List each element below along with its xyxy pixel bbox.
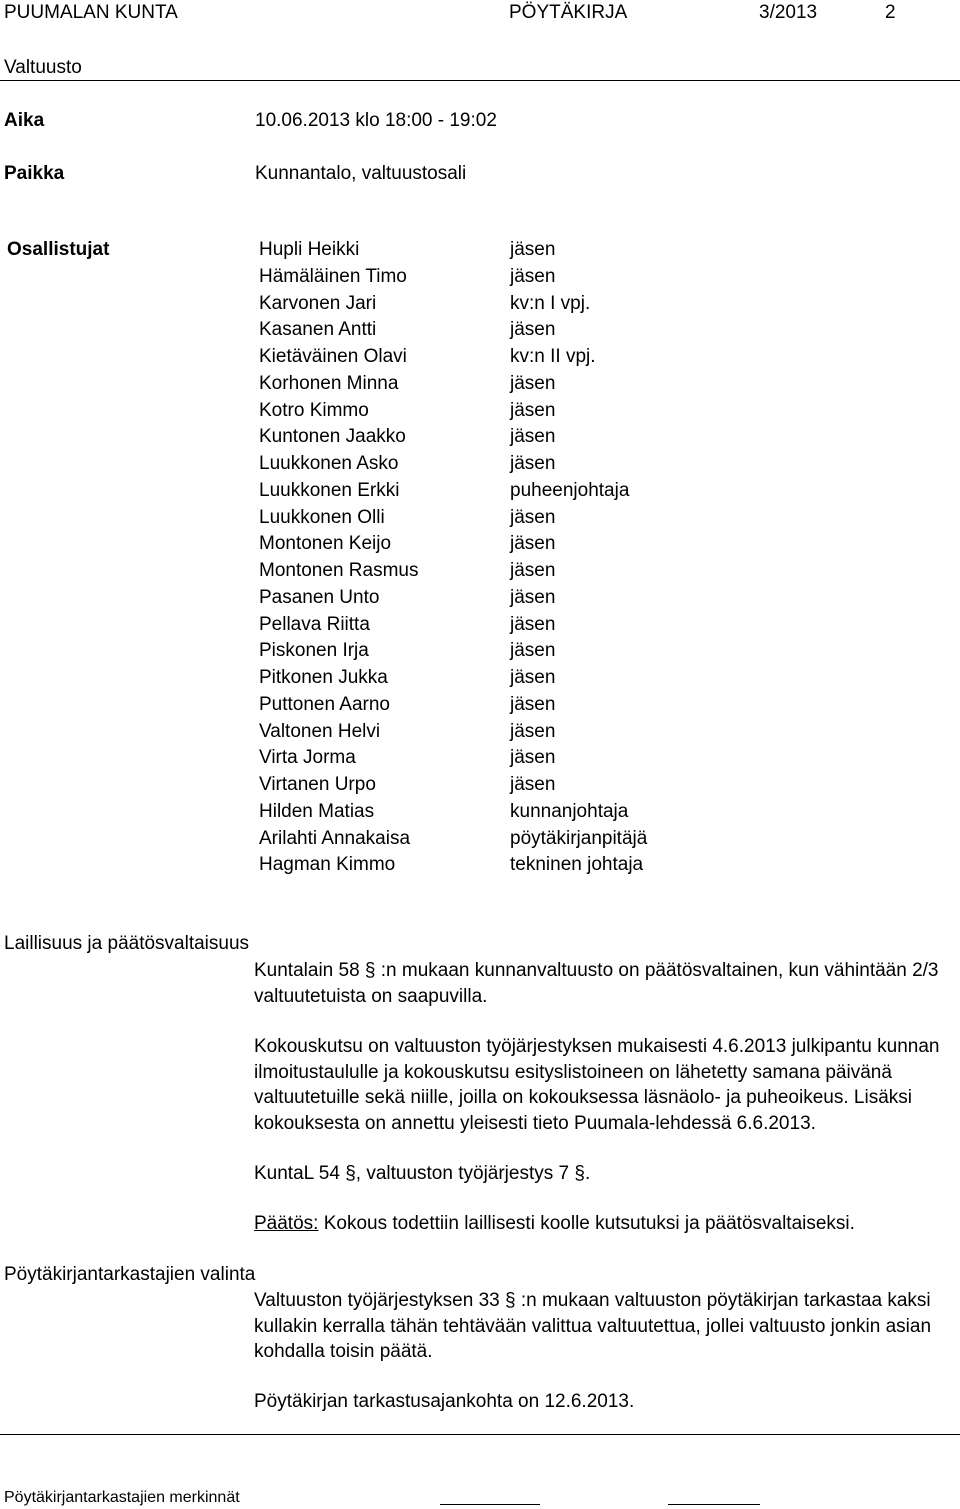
legality-para-3	[254, 1161, 954, 1187]
participant-role: jäsen	[510, 587, 556, 608]
participant-name: Montonen Keijo	[259, 533, 392, 554]
participant-role: kv:n II vpj.	[510, 346, 596, 367]
legality-para-2	[254, 1034, 954, 1136]
participant-name: Korhonen Minna	[259, 373, 399, 394]
participant-role: jäsen	[510, 614, 556, 635]
doc-type: PÖYTÄKIRJA	[509, 2, 628, 23]
legality-text-1: Kuntalain 58 § :n mukaan kunnanvaltuusto on päätösvaltainen, kun vähintään 2/3 valtuutetuista on saapuvilla.	[254, 960, 939, 1007]
participant-name: Kotro Kimmo	[259, 400, 369, 421]
participant-name: Hagman Kimmo	[259, 854, 396, 875]
participant-role: jäsen	[510, 533, 556, 554]
participant-role: jäsen	[510, 774, 556, 795]
time-value: 10.06.2013 klo 18:00 - 19:02	[255, 110, 497, 131]
participant-role: jäsen	[510, 266, 556, 287]
page-number: 2	[885, 2, 896, 23]
participant-role: pöytäkirjanpitäjä	[510, 828, 648, 849]
participant-name: Virtanen Urpo	[259, 774, 376, 795]
participant-name: Hupli Heikki	[259, 239, 360, 260]
participant-name: Virta Jorma	[259, 747, 356, 768]
participant-name: Kuntonen Jaakko	[259, 426, 406, 447]
participant-role: kv:n I vpj.	[510, 293, 591, 314]
decision-label: Päätös:	[254, 1213, 319, 1234]
participant-role: jäsen	[510, 453, 556, 474]
participant-role: tekninen johtaja	[510, 854, 644, 875]
participant-name: Valtonen Helvi	[259, 721, 381, 742]
participants-label: Osallistujat	[7, 239, 110, 260]
participant-name: Luukkonen Asko	[259, 453, 399, 474]
participant-name: Hilden Matias	[259, 801, 375, 822]
footer-label: Pöytäkirjantarkastajien merkinnät	[4, 1489, 240, 1506]
body-name: Valtuusto	[4, 57, 82, 78]
participant-role: jäsen	[510, 560, 556, 581]
time-label: Aika	[4, 110, 45, 131]
participant-role: jäsen	[510, 640, 556, 661]
header-divider	[0, 80, 960, 81]
participant-name: Karvonen Jari	[259, 293, 377, 314]
participant-role: jäsen	[510, 667, 556, 688]
legality-para-1	[254, 958, 954, 1009]
participant-name: Hämäläinen Timo	[259, 266, 407, 287]
participant-role: jäsen	[510, 373, 556, 394]
reviewers-heading: Pöytäkirjantarkastajien valinta	[4, 1264, 256, 1285]
place-label: Paikka	[4, 163, 65, 184]
participant-role: jäsen	[510, 239, 556, 260]
participant-role: jäsen	[510, 721, 556, 742]
legality-text-3: KuntaL 54 §, valtuuston työjärjestys 7 §.	[254, 1163, 591, 1184]
participant-name: Arilahti Annakaisa	[259, 828, 411, 849]
decision	[254, 1211, 954, 1237]
reviewers-para-2	[254, 1389, 954, 1415]
participant-name: Luukkonen Olli	[259, 507, 385, 528]
participant-name: Pellava Riitta	[259, 614, 370, 635]
decision-paragraph	[254, 1211, 954, 1237]
participant-name: Kasanen Antti	[259, 319, 377, 340]
participant-role: kunnanjohtaja	[510, 801, 629, 822]
participant-name: Kietäväinen Olavi	[259, 346, 407, 367]
participant-role: jäsen	[510, 694, 556, 715]
participant-name: Pasanen Unto	[259, 587, 380, 608]
org-name: PUUMALAN KUNTA	[4, 2, 178, 23]
reviewers-para-1	[254, 1288, 954, 1365]
signature-line-1	[440, 1504, 540, 1505]
participant-role: jäsen	[510, 426, 556, 447]
legality-text-2: Kokouskutsu on valtuuston työjärjestyksen mukaisesti 4.6.2013 julkipantu kunnan ilmoitustaululle ja kokouskutsu esityslistoineen on lähetetty samana päivänä valtuutetuille sekä niille, joilla on kokouksessa läsnäolo- ja puheoikeus. Lisäksi kokouksesta on annettu yleisesti tieto Puumala-lehdessä 6.6.2013.	[254, 1036, 940, 1134]
participant-name: Luukkonen Erkki	[259, 480, 400, 501]
participant-role: jäsen	[510, 319, 556, 340]
participant-name: Pitkonen Jukka	[259, 667, 388, 688]
legality-heading: Laillisuus ja päätösvaltaisuus	[4, 933, 250, 954]
participant-name: Piskonen Irja	[259, 640, 369, 661]
participant-role: jäsen	[510, 507, 556, 528]
participant-name: Montonen Rasmus	[259, 560, 419, 581]
participant-role: jäsen	[510, 400, 556, 421]
reviewers-text-2: Pöytäkirjan tarkastusajankohta on 12.6.2013.	[254, 1391, 635, 1412]
decision-text: Kokous todettiin laillisesti koolle kutsutuksi ja päätösvaltaiseksi.	[318, 1213, 855, 1234]
participant-role: puheenjohtaja	[510, 480, 630, 501]
participant-role: jäsen	[510, 747, 556, 768]
reviewers-text-1: Valtuuston työjärjestyksen 33 § :n mukaan valtuuston pöytäkirjan tarkastaa kaksi kullakin kerralla tähän tehtävään valittua valtuutettua, jollei valtuusto jonkin asian kohdalla toisin päätä.	[254, 1290, 932, 1363]
doc-number: 3/2013	[759, 2, 818, 23]
footer-divider	[0, 1434, 960, 1435]
place-value: Kunnantalo, valtuustosali	[255, 163, 467, 184]
signature-line-2	[668, 1504, 760, 1505]
participant-name: Puttonen Aarno	[259, 694, 390, 715]
